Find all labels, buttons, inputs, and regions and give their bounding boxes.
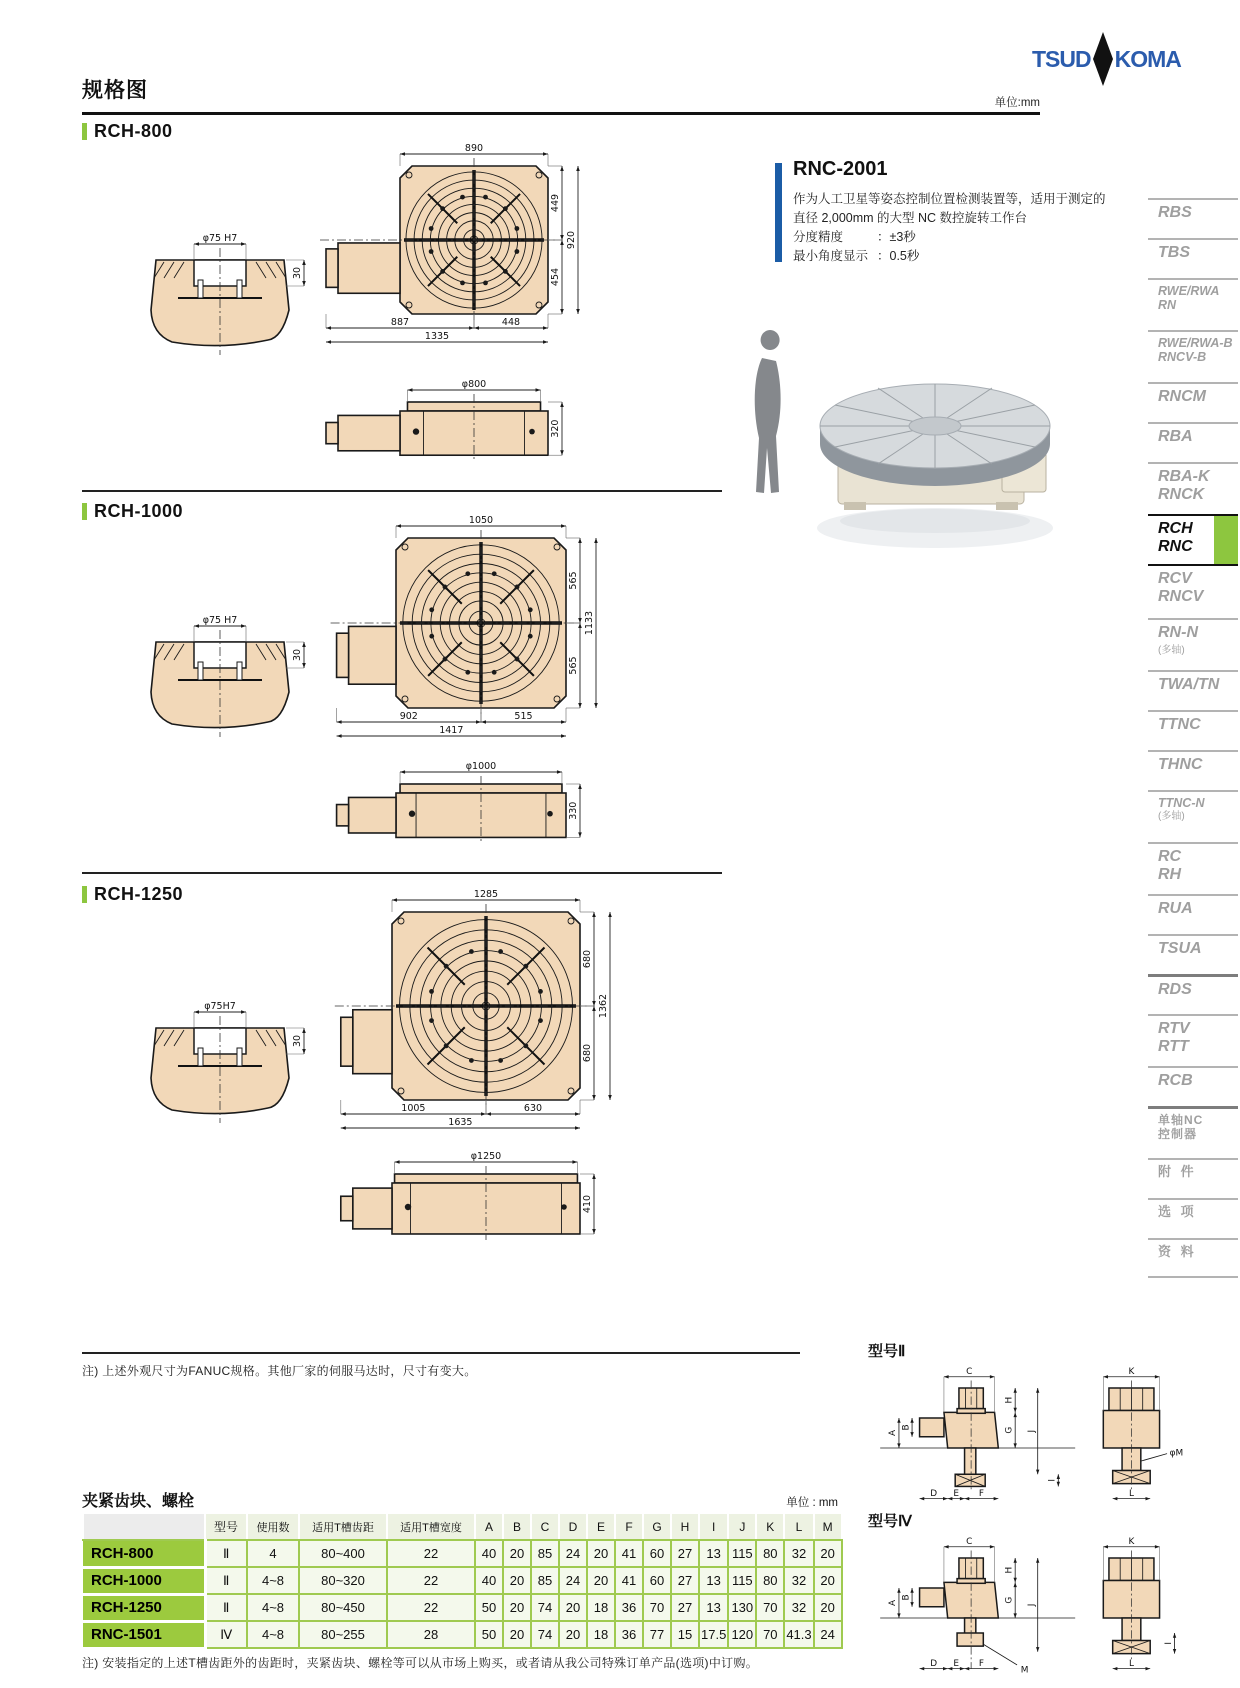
- dimension-label: E: [953, 1488, 959, 1499]
- clamp-diagram-type-iv: [868, 1528, 1198, 1678]
- dimension-label: F: [978, 1488, 984, 1499]
- logo-text-right: KOMA: [1114, 45, 1181, 72]
- sidebar-item-rua[interactable]: [1148, 894, 1238, 934]
- technical-drawing: [151, 143, 580, 461]
- sidebar-item-label: RDS: [1158, 981, 1192, 998]
- value-cell: 74: [531, 1621, 559, 1648]
- sidebar-item-label: TSUA: [1158, 940, 1202, 957]
- column-header: [83, 1514, 205, 1540]
- value-cell: 41.3: [784, 1621, 813, 1648]
- dimension-label: 1362: [598, 993, 609, 1019]
- value-cell: 70: [756, 1621, 784, 1648]
- sidebar-item-rcb[interactable]: [1148, 1066, 1238, 1106]
- value-cell: 80~255: [299, 1621, 387, 1648]
- table-header-row: [83, 1514, 842, 1540]
- dimension-label: K: [1128, 1536, 1135, 1547]
- dimension-label: C: [966, 1366, 973, 1377]
- dimension-label: 902: [399, 711, 418, 722]
- unit-label-table: 单位 : mm: [786, 1497, 838, 1509]
- column-header: 型号: [205, 1514, 247, 1540]
- value-cell: 13: [699, 1594, 728, 1621]
- sidebar-item-label: RBA-K: [1158, 468, 1210, 485]
- sidebar-item-rch[interactable]: [1148, 514, 1238, 566]
- value-cell: 4~8: [247, 1567, 299, 1594]
- value-cell: 22: [387, 1540, 475, 1567]
- value-cell: 41: [615, 1567, 643, 1594]
- desc-line: 直径 2,000mm 的大型 NC 数控旋转工作台: [793, 211, 1028, 225]
- clamp-drawing: [880, 1537, 1176, 1675]
- value-cell: 22: [387, 1594, 475, 1621]
- dimension-label: J: [1026, 1429, 1037, 1433]
- sidebar-item-label: RNCK: [1158, 486, 1205, 503]
- column-header: H: [671, 1514, 699, 1540]
- sidebar-item-twa-tn[interactable]: [1148, 670, 1238, 710]
- sidebar-item-label: TWA/TN: [1158, 676, 1220, 693]
- value-cell: 115: [728, 1567, 756, 1594]
- value-cell: 74: [531, 1594, 559, 1621]
- page-title: 规格图: [82, 79, 148, 102]
- clamp-diagram-type-ii: [868, 1358, 1198, 1508]
- dimension-label: φ75 H7: [202, 233, 238, 244]
- dimension-label: M: [1020, 1665, 1029, 1676]
- rotary-table-photo: [820, 384, 1050, 510]
- value-cell: 80~320: [299, 1567, 387, 1594]
- sidebar-item-label: TTNC-N: [1158, 796, 1205, 810]
- dimension-label: 30: [292, 266, 303, 280]
- person-silhouette: [761, 330, 780, 350]
- drawing-rch800: [82, 144, 742, 488]
- logo-text-left: TSUD: [1032, 45, 1091, 72]
- dimension-label: φ75H7: [204, 1001, 236, 1012]
- value-cell: 85: [531, 1540, 559, 1567]
- dimension-label: φ75 H7: [202, 615, 238, 626]
- dimension-label: 449: [550, 193, 561, 213]
- value-cell: 27: [671, 1567, 699, 1594]
- sidebar-item-ttnc[interactable]: [1148, 710, 1238, 750]
- column-header: 适用T槽宽度: [387, 1514, 475, 1540]
- dimension-label: 1635: [448, 1117, 473, 1128]
- product-photo: [740, 266, 1052, 566]
- dimension-label: 1133: [584, 610, 595, 636]
- note-fanuc: 注) 上述外观尺寸为FANUC规格。其他厂家的伺服马达时，尺寸有变大。: [82, 1364, 477, 1378]
- dimension-label: G: [1004, 1596, 1015, 1604]
- sidebar-item-label: TTNC: [1158, 716, 1201, 733]
- dimension-label: 630: [523, 1103, 543, 1114]
- dimension-label: 890: [464, 143, 484, 154]
- sidebar-item-label: RTT: [1158, 1038, 1189, 1055]
- sidebar-item-rba-k[interactable]: [1148, 462, 1238, 514]
- technical-drawing: [151, 515, 598, 843]
- model-iv-label: 型号Ⅳ: [868, 1513, 912, 1530]
- spec-line: 分度精度 ：±3秒: [793, 230, 916, 244]
- section-title-text: RCH-1000: [94, 501, 184, 521]
- value-cell: 80~450: [299, 1594, 387, 1621]
- dimension-label: G: [1004, 1426, 1015, 1434]
- product-family-sidebar: [1148, 198, 1238, 1278]
- sidebar-item-label: 附 件: [1158, 1164, 1197, 1179]
- value-cell: 20: [587, 1567, 615, 1594]
- nut: [957, 1633, 983, 1646]
- value-cell: 17.5: [699, 1621, 728, 1648]
- value-cell: 20: [814, 1567, 842, 1594]
- sidebar-item-label: RNCV: [1158, 588, 1204, 605]
- header-rule: [82, 112, 1040, 115]
- table-row: [83, 1567, 842, 1594]
- table-row: [83, 1594, 842, 1621]
- dimension-label: E: [953, 1658, 959, 1669]
- value-cell: 120: [728, 1621, 756, 1648]
- dimension-label: 1005: [401, 1103, 426, 1114]
- value-cell: 22: [387, 1567, 475, 1594]
- value-cell: 85: [531, 1567, 559, 1594]
- column-header: K: [756, 1514, 784, 1540]
- dimension-label: 30: [292, 648, 303, 662]
- sidebar-item-label: 资 料: [1158, 1244, 1197, 1259]
- value-cell: 4~8: [247, 1621, 299, 1648]
- value-cell: 41: [615, 1540, 643, 1567]
- sidebar-item-rncm[interactable]: [1148, 382, 1238, 422]
- value-cell: 20: [503, 1594, 531, 1621]
- sidebar-item-rn-n[interactable]: [1148, 618, 1238, 670]
- sidebar-item-rds[interactable]: [1148, 974, 1238, 1014]
- column-header: B: [503, 1514, 531, 1540]
- dimension-label: 887: [390, 317, 410, 328]
- dimension-label: D: [930, 1488, 938, 1499]
- dimension-label: L: [1128, 1658, 1134, 1669]
- sidebar-item-rtv[interactable]: [1148, 1014, 1238, 1066]
- dimension-label: B: [901, 1424, 912, 1431]
- sidebar-item--[interactable]: [1148, 1238, 1238, 1278]
- table-row: [83, 1621, 842, 1648]
- value-cell: 70: [756, 1594, 784, 1621]
- column-header: M: [814, 1514, 842, 1540]
- sidebar-item--nc[interactable]: [1148, 1106, 1238, 1158]
- value-cell: 20: [559, 1621, 587, 1648]
- rnc2001-title: RNC-2001: [793, 158, 888, 180]
- value-cell: 60: [643, 1567, 671, 1594]
- value-cell: 32: [784, 1594, 813, 1621]
- value-cell: 130: [728, 1594, 756, 1621]
- sidebar-item-sublabel: (多轴): [1158, 645, 1185, 656]
- section-title-text: RCH-800: [94, 121, 173, 141]
- value-cell: 24: [814, 1621, 842, 1648]
- sidebar-item-rba[interactable]: [1148, 422, 1238, 462]
- dimension-label: 680: [582, 949, 593, 969]
- value-cell: 60: [643, 1540, 671, 1567]
- dimension-label: 320: [550, 419, 561, 438]
- dimension-label: F: [978, 1658, 984, 1669]
- dimension-label: B: [901, 1594, 912, 1601]
- dimension-label: φ1250: [470, 1151, 502, 1162]
- sidebar-item-label: RNC: [1158, 538, 1193, 555]
- value-cell: 15: [671, 1621, 699, 1648]
- value-cell: Ⅱ: [205, 1594, 247, 1621]
- dimension-label: I: [1163, 1642, 1174, 1645]
- spec-line: 最小角度显示 ：0.5秒: [793, 249, 920, 263]
- value-cell: 18: [587, 1594, 615, 1621]
- dimension-label: 565: [568, 656, 579, 675]
- note-order: 注) 安装指定的上述T槽齿距外的齿距时，夹紧齿块、螺栓等可以从市场上购买，或者请从我公司特殊订单产品(选项)中订购。: [82, 1656, 759, 1670]
- column-header: I: [699, 1514, 728, 1540]
- sidebar-item-label: RWE/RWA-B: [1158, 336, 1233, 350]
- tsudakoma-logo: [1032, 32, 1181, 86]
- column-header: D: [559, 1514, 587, 1540]
- drawing-rch1000: [82, 515, 742, 870]
- model-cell: RNC-1501: [83, 1621, 205, 1648]
- unit-label-top: 单位:mm: [994, 97, 1040, 109]
- value-cell: 50: [475, 1621, 503, 1648]
- clamp-drawing: [880, 1367, 1183, 1500]
- blue-bar: [775, 163, 782, 262]
- sidebar-item-label: RNCM: [1158, 388, 1206, 405]
- column-header: F: [615, 1514, 643, 1540]
- dimension-label: H: [1004, 1396, 1015, 1404]
- dimension-label: 1335: [424, 331, 450, 342]
- dimension-label: 1417: [439, 725, 464, 736]
- dimension-label: φ800: [461, 379, 487, 390]
- sidebar-item-ttnc-n[interactable]: [1148, 790, 1238, 842]
- value-cell: Ⅳ: [205, 1621, 247, 1648]
- value-cell: 36: [615, 1594, 643, 1621]
- dimension-label: 448: [501, 317, 521, 328]
- clamp-spec-table: [82, 1514, 843, 1650]
- sidebar-item-tsua[interactable]: [1148, 934, 1238, 974]
- motor-housing: [338, 243, 400, 293]
- value-cell: 80: [756, 1567, 784, 1594]
- value-cell: 32: [784, 1540, 813, 1567]
- column-header: C: [531, 1514, 559, 1540]
- logo-diamond-icon: [1093, 32, 1113, 86]
- table-row: [83, 1540, 842, 1567]
- dimension-label: I: [1047, 1479, 1058, 1482]
- motor-housing: [353, 1010, 392, 1074]
- green-bullet: [82, 123, 87, 140]
- value-cell: 20: [503, 1567, 531, 1594]
- desc-line: 作为人工卫星等姿态控制位置检测装置等，适用于测定的: [793, 192, 1106, 206]
- column-header: L: [784, 1514, 813, 1540]
- sidebar-item--[interactable]: [1148, 1198, 1238, 1238]
- dimension-label: A: [888, 1599, 899, 1607]
- value-cell: 36: [615, 1621, 643, 1648]
- sidebar-item-label: RBS: [1158, 204, 1192, 221]
- value-cell: 20: [559, 1594, 587, 1621]
- dimension-label: 410: [582, 1194, 593, 1214]
- section-divider: [82, 490, 722, 492]
- value-cell: Ⅱ: [205, 1540, 247, 1567]
- sidebar-item-label: RC: [1158, 848, 1182, 865]
- dimension-label: J: [1026, 1603, 1037, 1607]
- value-cell: 50: [475, 1594, 503, 1621]
- section-divider: [82, 1352, 800, 1354]
- sidebar-item-sublabel: (多轴): [1158, 811, 1185, 822]
- dimension-label: 454: [550, 267, 561, 287]
- sidebar-item-thnc[interactable]: [1148, 750, 1238, 790]
- value-cell: 4~8: [247, 1594, 299, 1621]
- dimension-label: φ1000: [465, 761, 497, 772]
- column-header: 适用T槽齿距: [299, 1514, 387, 1540]
- value-cell: 115: [728, 1540, 756, 1567]
- value-cell: 40: [475, 1540, 503, 1567]
- active-tab-marker: [1214, 516, 1238, 564]
- value-cell: 24: [559, 1567, 587, 1594]
- value-cell: 40: [475, 1567, 503, 1594]
- section-title-rch1000: [82, 501, 183, 522]
- value-cell: 20: [503, 1540, 531, 1567]
- model-cell: RCH-1000: [83, 1567, 205, 1594]
- value-cell: 13: [699, 1567, 728, 1594]
- dimension-label: A: [888, 1429, 899, 1437]
- column-header: E: [587, 1514, 615, 1540]
- rnc2001-description: [793, 190, 1138, 266]
- sidebar-item-label: RCV: [1158, 570, 1192, 587]
- section-title-text: RCH-1250: [94, 884, 184, 904]
- sidebar-item-label: RCH: [1158, 520, 1193, 537]
- sidebar-item-label: RH: [1158, 866, 1182, 883]
- sidebar-item-rc[interactable]: [1148, 842, 1238, 894]
- value-cell: 20: [587, 1540, 615, 1567]
- sidebar-item-rwe-rwa-b[interactable]: [1148, 330, 1238, 382]
- dimension-label: D: [930, 1658, 938, 1669]
- sidebar-item-label: 选 项: [1158, 1204, 1197, 1219]
- sidebar-item-rbs[interactable]: [1148, 198, 1238, 238]
- column-header: 使用数: [247, 1514, 299, 1540]
- sidebar-item-label: RTV: [1158, 1020, 1190, 1037]
- value-cell: 28: [387, 1621, 475, 1648]
- value-cell: 27: [671, 1594, 699, 1621]
- model-ii-label: 型号Ⅱ: [868, 1343, 906, 1360]
- sidebar-item-label: RBA: [1158, 428, 1193, 445]
- dimension-label: 1050: [468, 515, 494, 526]
- sidebar-item-tbs[interactable]: [1148, 238, 1238, 278]
- dimension-label: 515: [514, 711, 533, 722]
- sidebar-item-label: RUA: [1158, 900, 1193, 917]
- motor-housing: [349, 626, 396, 684]
- dimension-label: 30: [292, 1034, 303, 1048]
- column-header: G: [643, 1514, 671, 1540]
- sidebar-item-rwe-rwa[interactable]: [1148, 278, 1238, 330]
- sidebar-item-label: RN: [1158, 298, 1177, 312]
- value-cell: Ⅱ: [205, 1567, 247, 1594]
- sidebar-item-label: RNCV-B: [1158, 350, 1207, 364]
- model-cell: RCH-800: [83, 1540, 205, 1567]
- sidebar-item-label: RN-N: [1158, 624, 1198, 641]
- section-title-rch800: [82, 121, 173, 142]
- value-cell: 27: [671, 1540, 699, 1567]
- column-header: A: [475, 1514, 503, 1540]
- dimension-label: L: [1128, 1488, 1134, 1499]
- dimension-label: 920: [566, 230, 577, 250]
- dimension-label: K: [1128, 1366, 1135, 1377]
- dimension-label: 330: [568, 801, 579, 820]
- dimension-label: 565: [568, 571, 579, 590]
- clamp-table-title: 夹紧齿块、螺栓: [82, 1493, 195, 1510]
- sidebar-item-label: 控制器: [1158, 1127, 1198, 1141]
- value-cell: 20: [814, 1594, 842, 1621]
- column-header: J: [728, 1514, 756, 1540]
- value-cell: 4: [247, 1540, 299, 1567]
- model-cell: RCH-1250: [83, 1594, 205, 1621]
- value-cell: 13: [699, 1540, 728, 1567]
- section-divider: [82, 872, 722, 874]
- technical-drawing: [151, 889, 612, 1240]
- dimension-label: 1285: [473, 889, 499, 900]
- dimension-label: φM: [1169, 1448, 1184, 1459]
- sidebar-item-label: TBS: [1158, 244, 1190, 261]
- value-cell: 20: [503, 1621, 531, 1648]
- value-cell: 24: [559, 1540, 587, 1567]
- green-bullet: [82, 503, 87, 520]
- sidebar-item-label: THNC: [1158, 756, 1203, 773]
- dimension-label: 680: [582, 1043, 593, 1063]
- dimension-label: C: [966, 1536, 973, 1547]
- value-cell: 80: [756, 1540, 784, 1567]
- value-cell: 20: [814, 1540, 842, 1567]
- dimension-label: H: [1004, 1566, 1015, 1574]
- value-cell: 70: [643, 1594, 671, 1621]
- value-cell: 77: [643, 1621, 671, 1648]
- value-cell: 18: [587, 1621, 615, 1648]
- sidebar-item-rcv[interactable]: [1148, 566, 1238, 618]
- sidebar-item-label: RCB: [1158, 1072, 1193, 1089]
- sidebar-item-label: RWE/RWA: [1158, 284, 1220, 298]
- sidebar-item-label: 单轴NC: [1158, 1113, 1204, 1127]
- sidebar-item--[interactable]: [1148, 1158, 1238, 1198]
- value-cell: 80~400: [299, 1540, 387, 1567]
- value-cell: 32: [784, 1567, 813, 1594]
